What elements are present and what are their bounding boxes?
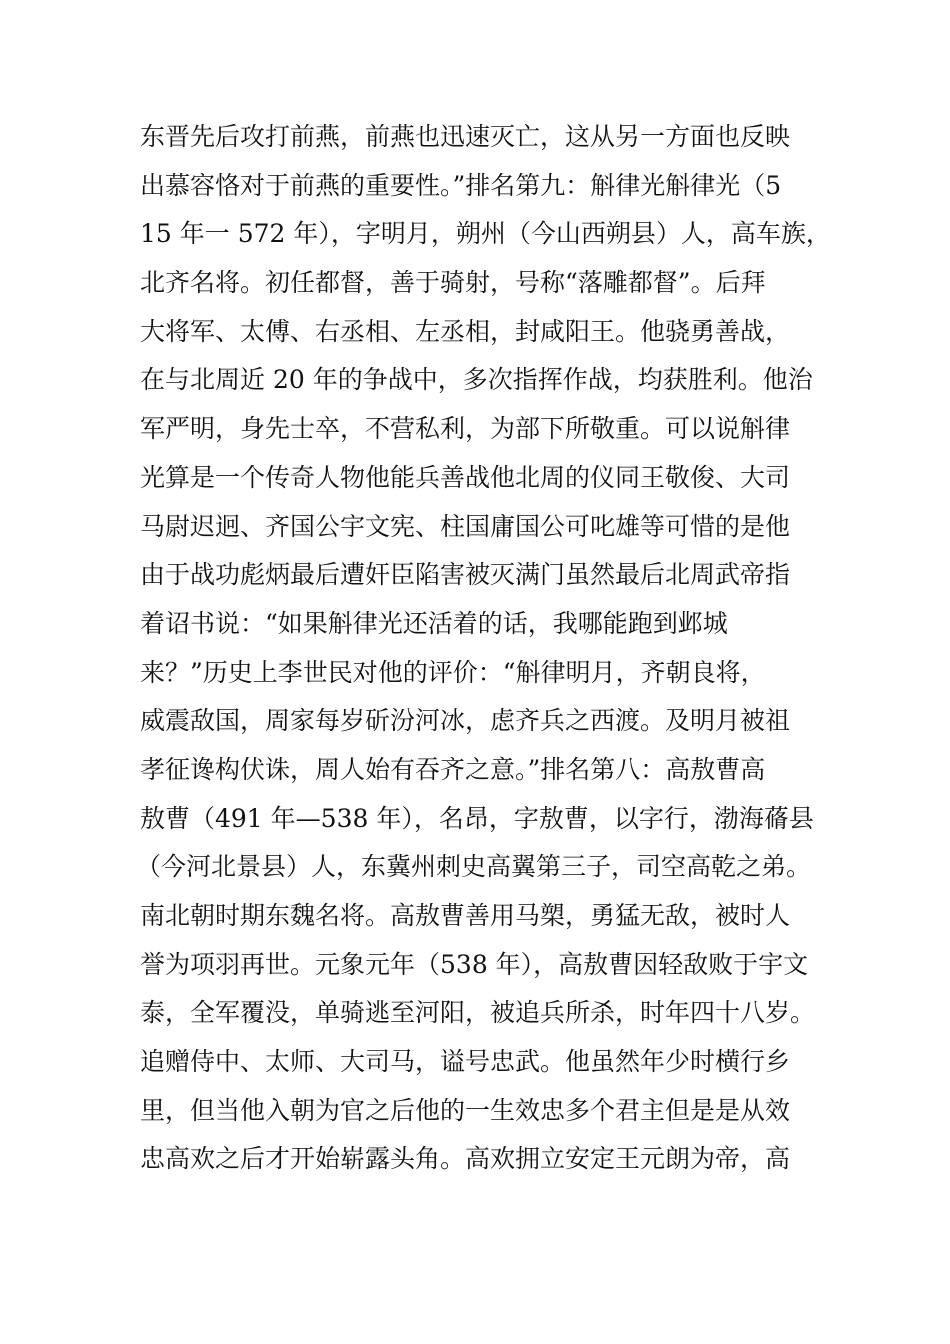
text-line: 忠高欢之后才开始崭露头角。高欢拥立安定王元朗为帝，高 <box>140 1144 791 1174</box>
text-line: 南北朝时期东魏名将。高敖曹善用马槊，勇猛无敌，被时人 <box>140 901 791 930</box>
text-line: 大将军、太傅、右丞相、左丞相，封咸阳王。他骁勇善战， <box>140 316 791 346</box>
text-line: 来？”历史上李世民对他的评价：“斛律明月，齐朝良将， <box>140 657 766 687</box>
text-line: 东晋先后攻打前燕，前燕也迅速灭亡，这从另一方面也反映 <box>140 122 791 151</box>
text-line: 15 年一 572 年），字明月，朔州（今山西朔县）人，高车族， <box>140 219 831 249</box>
text-line: 出慕容恪对于前燕的重要性。”排名第九：斛律光斛律光（5 <box>140 170 782 200</box>
text-line: 着诏书说：“如果斛律光还活着的话，我哪能跑到邺城 <box>140 608 728 638</box>
text-line: 由于战功彪炳最后遭奸臣陷害被灭满门虽然最后北周武帝指 <box>140 560 791 590</box>
text-line: 威震敌国，周家每岁斫汾河冰，虑齐兵之西渡。及明月被祖 <box>140 706 791 736</box>
text-line: 马尉迟迥、齐国公宇文宪、柱国庸国公可叱雄等可惜的是他 <box>140 511 791 541</box>
text-line: 追赠侍中、太师、大司马，谥号忠武。他虽然年少时横行乡 <box>140 1047 791 1077</box>
text-line: 敖曹（491 年—538 年），名昂，字敖曹，以字行，渤海蓨县 <box>140 803 814 833</box>
text-line: 泰，全军覆没，单骑逃至河阳，被追兵所杀，时年四十八岁。 <box>140 998 816 1028</box>
text-line: 北齐名将。初任都督，善于骑射，号称“落雕都督”。后拜 <box>140 268 766 298</box>
text-line: 孝征谗构伏诛，周人始有吞齐之意。”排名第八：高敖曹高 <box>140 754 766 784</box>
body-text <box>136 113 840 1184</box>
text-line: 光算是一个传奇人物他能兵善战他北周的仪同王敬俊、大司 <box>140 462 791 492</box>
text-line: 誉为项羽再世。元象元年（538 年），高敖曹因轻敌败于宇文 <box>140 949 809 979</box>
text-line: 军严明，身先士卒，不营私利，为部下所敬重。可以说斛律 <box>140 414 791 444</box>
text-line: 里，但当他入朝为官之后他的一生效忠多个君主但是是从效 <box>140 1095 791 1125</box>
text-line: 在与北周近 20 年的争战中，多次指挥作战，均获胜利。他治 <box>140 365 813 395</box>
text-line: （今河北景县）人，东冀州刺史高翼第三子，司空高乾之弟。 <box>136 852 812 882</box>
